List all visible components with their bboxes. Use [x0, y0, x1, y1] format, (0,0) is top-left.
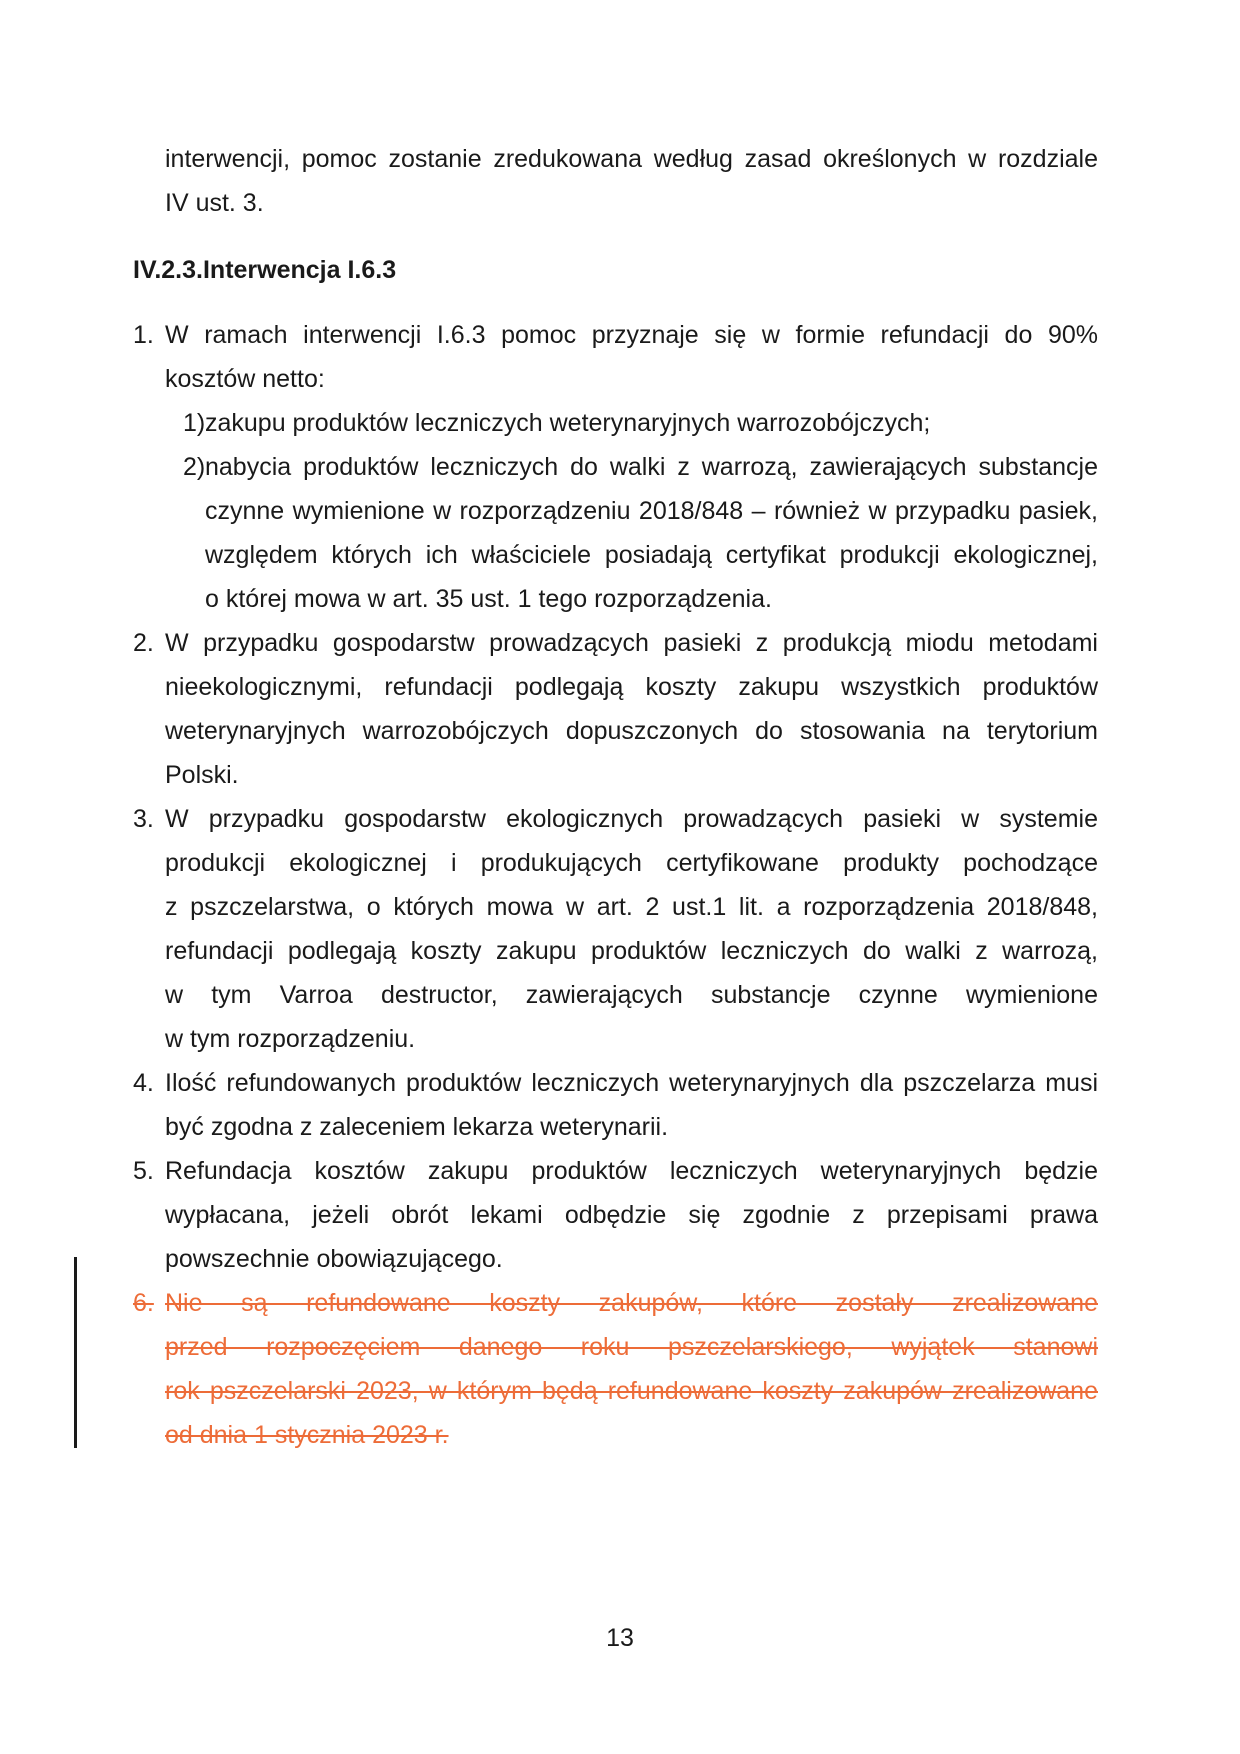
text-line: zakupu produktów leczniczych weterynaryjnych warrozobójczych; [205, 409, 931, 437]
text-line: rok pszczelarski 2023, w którym będą refundowane koszty zakupów zrealizowane [165, 1377, 1098, 1405]
text-line: Polski. [165, 761, 239, 789]
text-line: W ramach interwencji I.6.3 pomoc przyznaje się w formie refundacji do 90% [165, 321, 1098, 349]
item-text [165, 1281, 1098, 1457]
list-item [133, 797, 1098, 1061]
list-item [133, 313, 1098, 621]
text-line: interwencji, pomoc zostanie zredukowana według zasad określonych w rozdziale [165, 145, 1098, 173]
sub-item-text [205, 401, 1098, 445]
item-marker: 4. [133, 1069, 154, 1097]
text-line: czynne wymienione w rozporządzeniu 2018/848 – również w przypadku pasiek, [205, 497, 1098, 525]
text-line: od dnia 1 stycznia 2023 r. [165, 1421, 449, 1449]
item-marker: 3. [133, 805, 154, 833]
item-text [165, 621, 1098, 797]
text-line: W przypadku gospodarstw prowadzących pasieki z produkcją miodu metodami [165, 629, 1098, 657]
text-line: wypłacana, jeżeli obrót lekami odbędzie się zgodnie z przepisami prawa [165, 1201, 1098, 1229]
sub-item-marker: 2) [183, 453, 206, 481]
list-item [133, 1149, 1098, 1281]
text-line: nieekologicznymi, refundacji podlegają koszty zakupu wszystkich produktów [165, 673, 1098, 701]
sub-list-item [183, 401, 1098, 445]
section-heading: IV.2.3.Interwencja I.6.3 [133, 256, 397, 284]
text-line: przed rozpoczęciem danego roku pszczelarskiego, wyjątek stanowi [165, 1333, 1098, 1361]
text-line: z pszczelarstwa, o których mowa w art. 2 ust.1 lit. a rozporządzenia 2018/848, [165, 893, 1098, 921]
item-text [165, 1061, 1098, 1149]
text-line: być zgodna z zaleceniem lekarza weterynarii. [165, 1113, 669, 1141]
sub-item-text [205, 445, 1098, 621]
change-bar [74, 1257, 77, 1448]
list-item-deleted [133, 1281, 1098, 1457]
text-line: nabycia produktów leczniczych do walki z warrozą, zawierających substancje [205, 453, 1098, 481]
text-line: Ilość refundowanych produktów leczniczych weterynaryjnych dla pszczelarza musi [165, 1069, 1098, 1097]
text-line: Refundacja kosztów zakupu produktów leczniczych weterynaryjnych będzie [165, 1157, 1098, 1185]
sub-list-item [183, 445, 1098, 621]
text-line: powszechnie obowiązującego. [165, 1245, 503, 1273]
sub-item-marker: 1) [183, 409, 206, 437]
text-line: kosztów netto: [165, 365, 325, 393]
text-line: refundacji podlegają koszty zakupu produktów leczniczych do walki z warrozą, [165, 937, 1098, 965]
text-line: IV ust. 3. [165, 189, 264, 217]
item-text [165, 1149, 1098, 1281]
item-marker: 1. [133, 321, 154, 349]
list-item [133, 1061, 1098, 1149]
text-line: Nie są refundowane koszty zakupów, które zostały zrealizowane [165, 1289, 1098, 1317]
page-number: 13 [606, 1624, 634, 1652]
text-line: względem których ich właściciele posiadają certyfikat produkcji ekologicznej, [205, 541, 1098, 569]
item-marker: 6. [133, 1289, 154, 1317]
list-item [133, 621, 1098, 797]
item-text [165, 313, 1098, 621]
intro-paragraph [165, 137, 1098, 225]
text-line: weterynaryjnych warrozobójczych dopuszczonych do stosowania na terytorium [165, 717, 1098, 745]
item-marker: 5. [133, 1157, 154, 1185]
item-text [165, 797, 1098, 1061]
page-content [133, 137, 1098, 1457]
text-line: produkcji ekologicznej i produkujących certyfikowane produkty pochodzące [165, 849, 1098, 877]
text-line: w tym Varroa destructor, zawierających substancje czynne wymienione [165, 981, 1098, 1009]
text-line: o której mowa w art. 35 ust. 1 tego rozporządzenia. [205, 585, 772, 613]
numbered-list [133, 313, 1098, 1457]
text-line: W przypadku gospodarstw ekologicznych prowadzących pasieki w systemie [165, 805, 1098, 833]
text-line: w tym rozporządzeniu. [165, 1025, 416, 1053]
item-marker: 2. [133, 629, 154, 657]
